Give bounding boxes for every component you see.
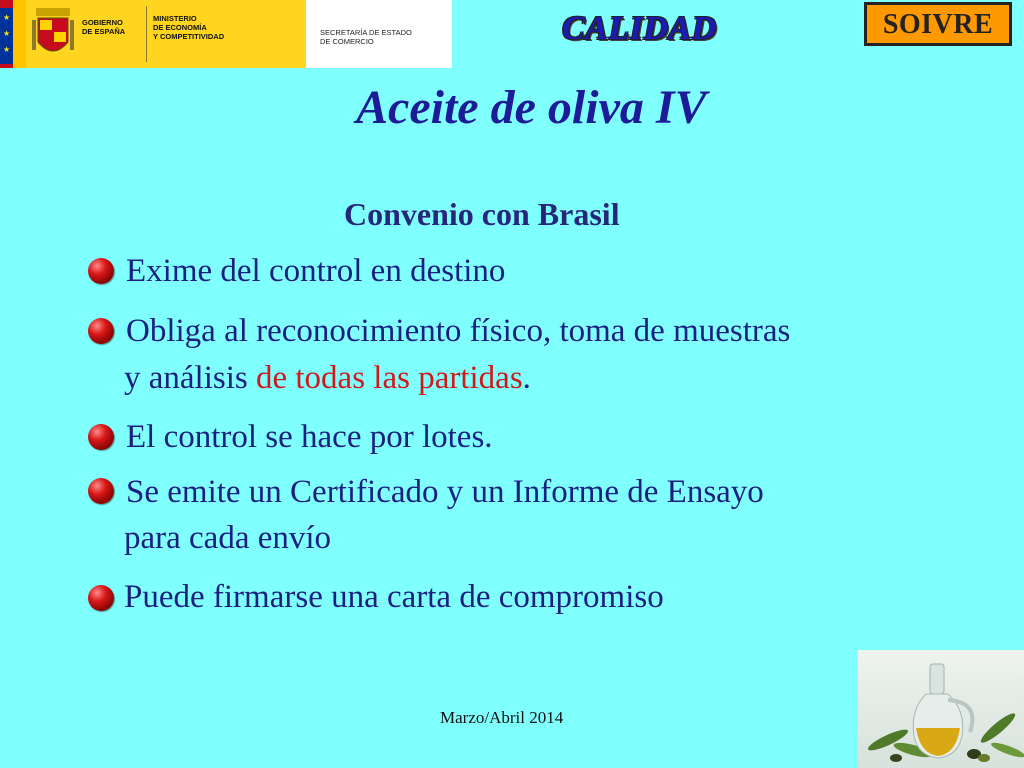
bullet-5-text: Puede firmarse una carta de compromiso	[124, 579, 664, 615]
red-sphere-bullet-icon	[88, 478, 114, 504]
bullet-1-text: Exime del control en destino	[126, 253, 506, 289]
red-sphere-bullet-icon	[88, 585, 114, 611]
eu-flag-icon: ★ ★ ★	[0, 0, 26, 68]
red-sphere-bullet-icon	[88, 258, 114, 284]
section-heading: CALIDAD	[562, 10, 717, 47]
ministry-name: MINISTERIO DE ECONOMÍA Y COMPETITIVIDAD	[153, 14, 225, 41]
bullet-4-line2: para cada envío	[124, 520, 332, 556]
red-sphere-bullet-icon	[88, 318, 114, 344]
bullet-3-text: El control se hace por lotes.	[126, 419, 493, 455]
soivre-badge-label: SOIVRE	[882, 9, 994, 40]
logo-divider	[146, 6, 147, 62]
red-sphere-bullet-icon	[88, 424, 114, 450]
government-name: GOBIERNO DE ESPAÑA	[82, 18, 126, 36]
slide-subtitle: Convenio con Brasil	[344, 196, 620, 232]
secretariat-name: SECRETARÍA DE ESTADO DE COMERCIO	[320, 28, 412, 46]
bullet-2-line2: y análisis de todas las partidas.	[124, 360, 531, 396]
olive-oil-photo	[858, 650, 1024, 768]
slide-title: Aceite de oliva IV	[356, 81, 707, 134]
highlighted-text: de todas las partidas	[255, 360, 523, 396]
bullet-4-line1: Se emite un Certificado y un Informe de Ensayo	[126, 474, 764, 510]
spain-coat-of-arms-icon	[32, 6, 74, 62]
footer-date: Marzo/Abril 2014	[440, 708, 564, 727]
bullet-2-line1: Obliga al reconocimiento físico, toma de muestras	[126, 313, 791, 349]
